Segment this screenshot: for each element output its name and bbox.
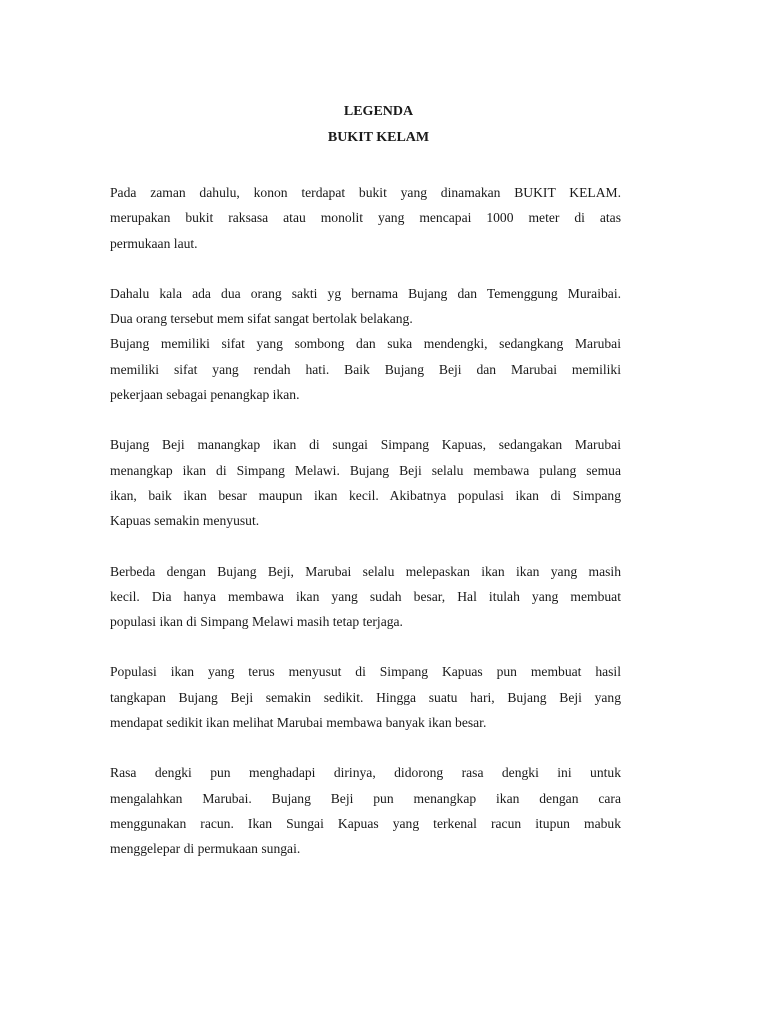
paragraph-line: menangkap ikan di Simpang Melawi. Bujang Beji selalu membawa pulang semua [110,462,621,478]
paragraph-1 [110,180,621,256]
paragraph-line: Rasa dengki pun menghadapi dirinya, didorong rasa dengki ini untuk [110,765,621,781]
document-page [110,100,621,887]
document-subtitle: BUKIT KELAM [327,130,430,145]
paragraph-7 [110,760,621,861]
paragraph-line: ikan, baik ikan besar maupun ikan kecil. Akibatnya populasi ikan di Simpang [110,487,621,503]
paragraph-line: Dahalu kala ada dua orang sakti yg bernama Bujang dan Temenggung Muraibai. [110,285,621,301]
paragraph-line: kecil. Dia hanya membawa ikan yang sudah besar, Hal itulah yang membuat [110,588,621,604]
paragraph-line: mendapat sedikit ikan melihat Marubai membawa banyak ikan besar. [110,715,487,731]
paragraph-5 [110,559,621,635]
paragraph-line: tangkapan Bujang Beji semakin sedikit. Hingga suatu hari, Bujang Beji yang [110,689,621,705]
paragraph-line: permukaan laut. [110,235,198,251]
document-title: LEGENDA [343,104,414,119]
paragraph-6 [110,659,621,735]
paragraph-line: Dua orang tersebut mem sifat sangat bertolak belakang. [110,311,413,327]
paragraph-line: Populasi ikan yang terus menyusut di Simpang Kapuas pun membuat hasil [110,664,621,680]
paragraph-line: populasi ikan di Simpang Melawi masih tetap terjaga. [110,614,403,630]
paragraph-line: Berbeda dengan Bujang Beji, Marubai selalu melepaskan ikan ikan yang masih [110,563,621,579]
paragraph-line: menggunakan racun. Ikan Sungai Kapuas yang terkenal racun itupun mabuk [110,815,621,831]
paragraph-4 [110,432,621,533]
paragraph-line: mengalahkan Marubai. Bujang Beji pun menangkap ikan dengan cara [110,790,621,806]
paragraph-line: Bujang memiliki sifat yang sombong dan suka mendengki, sedangkang Marubai [110,336,621,352]
paragraph-line: memiliki sifat yang rendah hati. Baik Bujang Beji dan Marubai memiliki [110,361,621,377]
paragraph-line: menggelepar di permukaan sungai. [110,841,301,857]
paragraph-line: merupakan bukit raksasa atau monolit yang mencapai 1000 meter di atas [110,210,621,226]
paragraph-line: Bujang Beji manangkap ikan di sungai Simpang Kapuas, sedangakan Marubai [110,437,621,453]
paragraph-2 [110,281,621,332]
paragraph-line: pekerjaan sebagai penangkap ikan. [110,387,300,403]
paragraph-3 [110,331,621,407]
paragraph-line: Kapuas semakin menyusut. [110,513,260,529]
document-body [110,180,621,862]
paragraph-line: Pada zaman dahulu, konon terdapat bukit yang dinamakan BUKIT KELAM. [110,185,621,200]
